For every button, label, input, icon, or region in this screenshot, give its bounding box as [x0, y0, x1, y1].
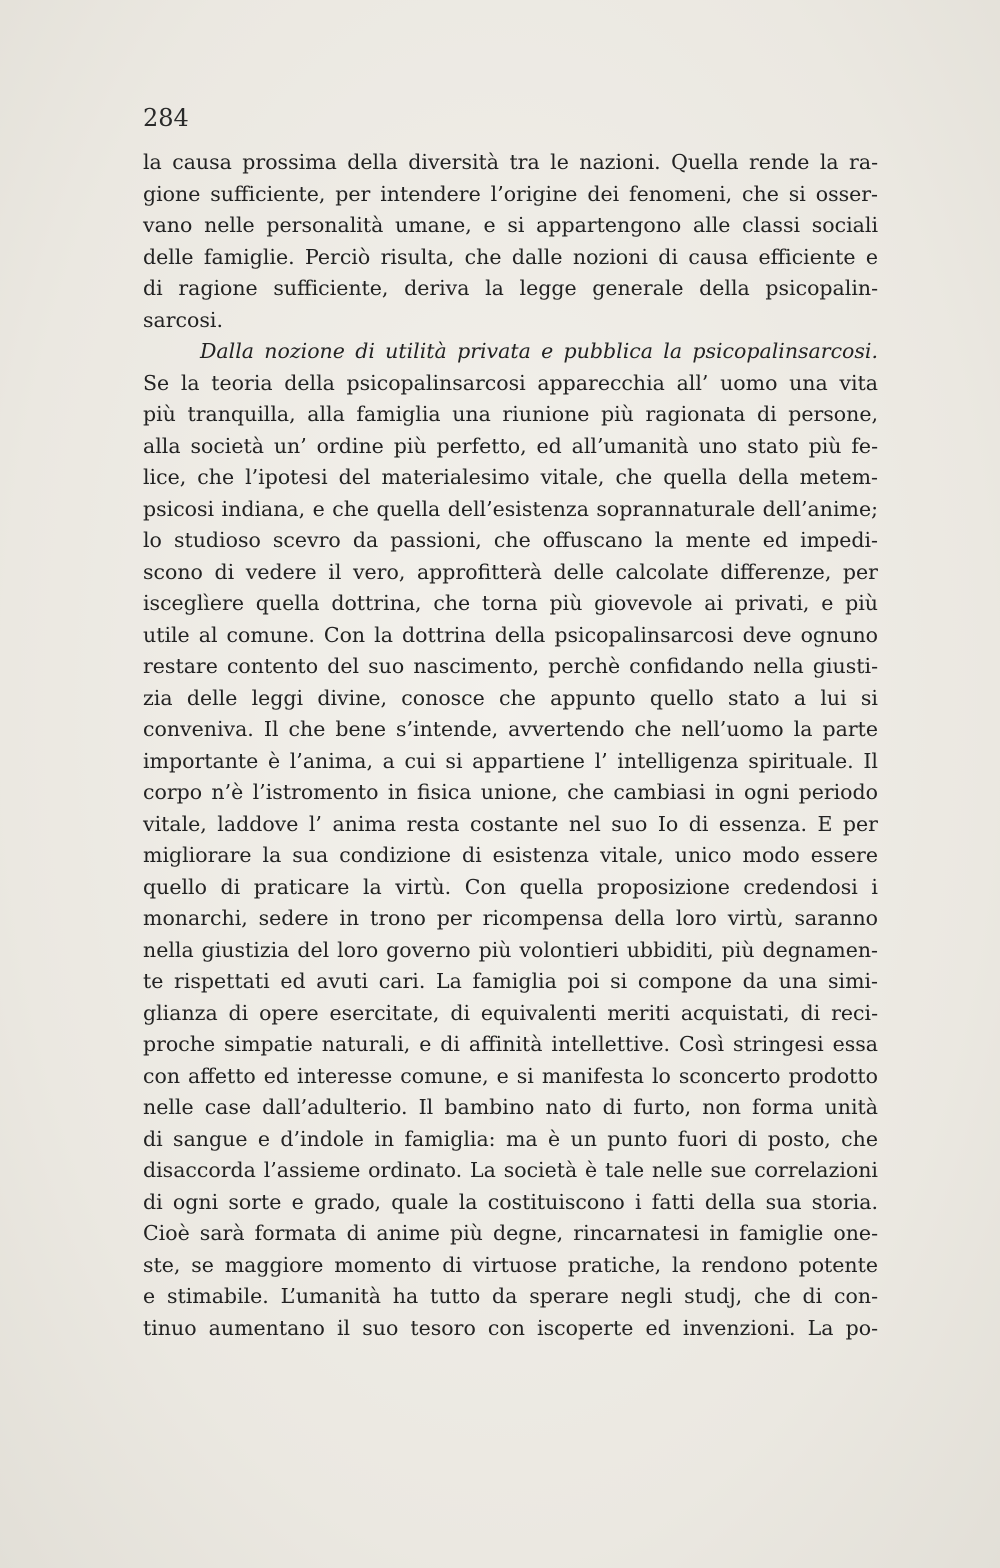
text-line: nelle case dall’adulterio. Il bambino nato di furto, non forma unità [143, 1095, 878, 1119]
body-text [143, 147, 878, 1344]
text-line: utile al comune. Con la dottrina della psicopalinsarcosi deve ognuno [143, 622, 878, 647]
text-line: zia delle leggi divine, conosce che appunto quello stato a lui si [143, 685, 878, 710]
text-line: di ragione sufficiente, deriva la legge generale della psicopalin- [143, 276, 878, 300]
page-number: 284 [143, 104, 189, 132]
text-line: vitale, laddove l’ anima resta costante nel suo Io di essenza. E per [143, 811, 878, 836]
section-heading: Dalla nozione di utilità privata e pubblica la psicopalinsarcosi. [200, 339, 878, 363]
text-line: Cioè sarà formata di anime più degne, rincarnatesi in famiglie one- [143, 1221, 878, 1245]
text-line: proche simpatie naturali, e di affinità intellettive. Così stringesi essa [143, 1032, 878, 1056]
text-line: corpo n’è l’istromento in fisica unione, che cambiasi in ogni periodo [143, 780, 878, 804]
text-line: importante è l’anima, a cui si appartiene l’ intelligenza spirituale. Il [143, 748, 878, 773]
text-line: restare contento del suo nascimento, perchè confidando nella giusti- [143, 654, 878, 678]
text-line: conveniva. Il che bene s’intende, avvertendo che nell’uomo la parte [143, 717, 878, 741]
text-line: scono di vedere il vero, approfitterà delle calcolate differenze, per [143, 559, 878, 584]
text-line: Se la teoria della psicopalinsarcosi apparecchia all’ uomo una vita [143, 370, 878, 395]
text-line: la causa prossima della diversità tra le nazioni. Quella rende la ra- [143, 150, 878, 174]
text-line: glianza di opere esercitate, di equivalenti meriti acquistati, di reci- [143, 1000, 878, 1025]
text-line: lo studioso scevro da passioni, che offuscano la mente ed impedi- [143, 528, 878, 552]
text-line: ste, se maggiore momento di virtuose pratiche, la rendono potente [143, 1252, 878, 1277]
text-line: sarcosi. [143, 307, 223, 332]
text-line: lice, che l’ipotesi del materialesimo vitale, che quella della metem- [143, 465, 878, 489]
text-line: di ogni sorte e grado, quale la costituiscono i fatti della sua storia. [143, 1189, 878, 1214]
text-line: di sangue e d’indole in famiglia: ma è un punto fuori di posto, che [143, 1126, 878, 1151]
text-line: quello di praticare la virtù. Con quella proposizione credendosi i [143, 874, 878, 899]
text-line: gione sufficiente, per intendere l’origine dei fenomeni, che si osser- [143, 181, 878, 206]
text-line: più tranquilla, alla famiglia una riunione più ragionata di persone, [143, 402, 878, 426]
text-line: psicosi indiana, e che quella dell’esistenza soprannaturale dell’anime; [143, 496, 878, 521]
text-line: disaccorda l’assieme ordinato. La società è tale nelle sue correlazioni [143, 1158, 878, 1182]
text-line: tinuo aumentano il suo tesoro con iscoperte ed invenzioni. La po- [143, 1315, 878, 1340]
text-line: migliorare la sua condizione di esistenza vitale, unico modo essere [143, 843, 878, 867]
text-line: e stimabile. L’umanità ha tutto da sperare negli studj, che di con- [143, 1284, 878, 1308]
text-line: isceglìere quella dottrina, che torna più giovevole ai privati, e più [143, 591, 878, 615]
text-line: vano nelle personalità umane, e si appartengono alle classi sociali [143, 213, 878, 237]
text-line: alla società un’ ordine più perfetto, ed all’umanità uno stato più fe- [143, 433, 878, 458]
text-line: nella giustizia del loro governo più volontieri ubbiditi, più degnamen- [143, 937, 878, 962]
text-line: monarchi, sedere in trono per ricompensa della loro virtù, saranno [143, 906, 878, 930]
text-line: delle famiglie. Perciò risulta, che dalle nozioni di causa efficiente e [143, 244, 878, 269]
text-line: con affetto ed interesse comune, e si manifesta lo sconcerto prodotto [143, 1063, 878, 1088]
text-line: te rispettati ed avuti cari. La famiglia poi si compone da una simi- [143, 969, 878, 993]
